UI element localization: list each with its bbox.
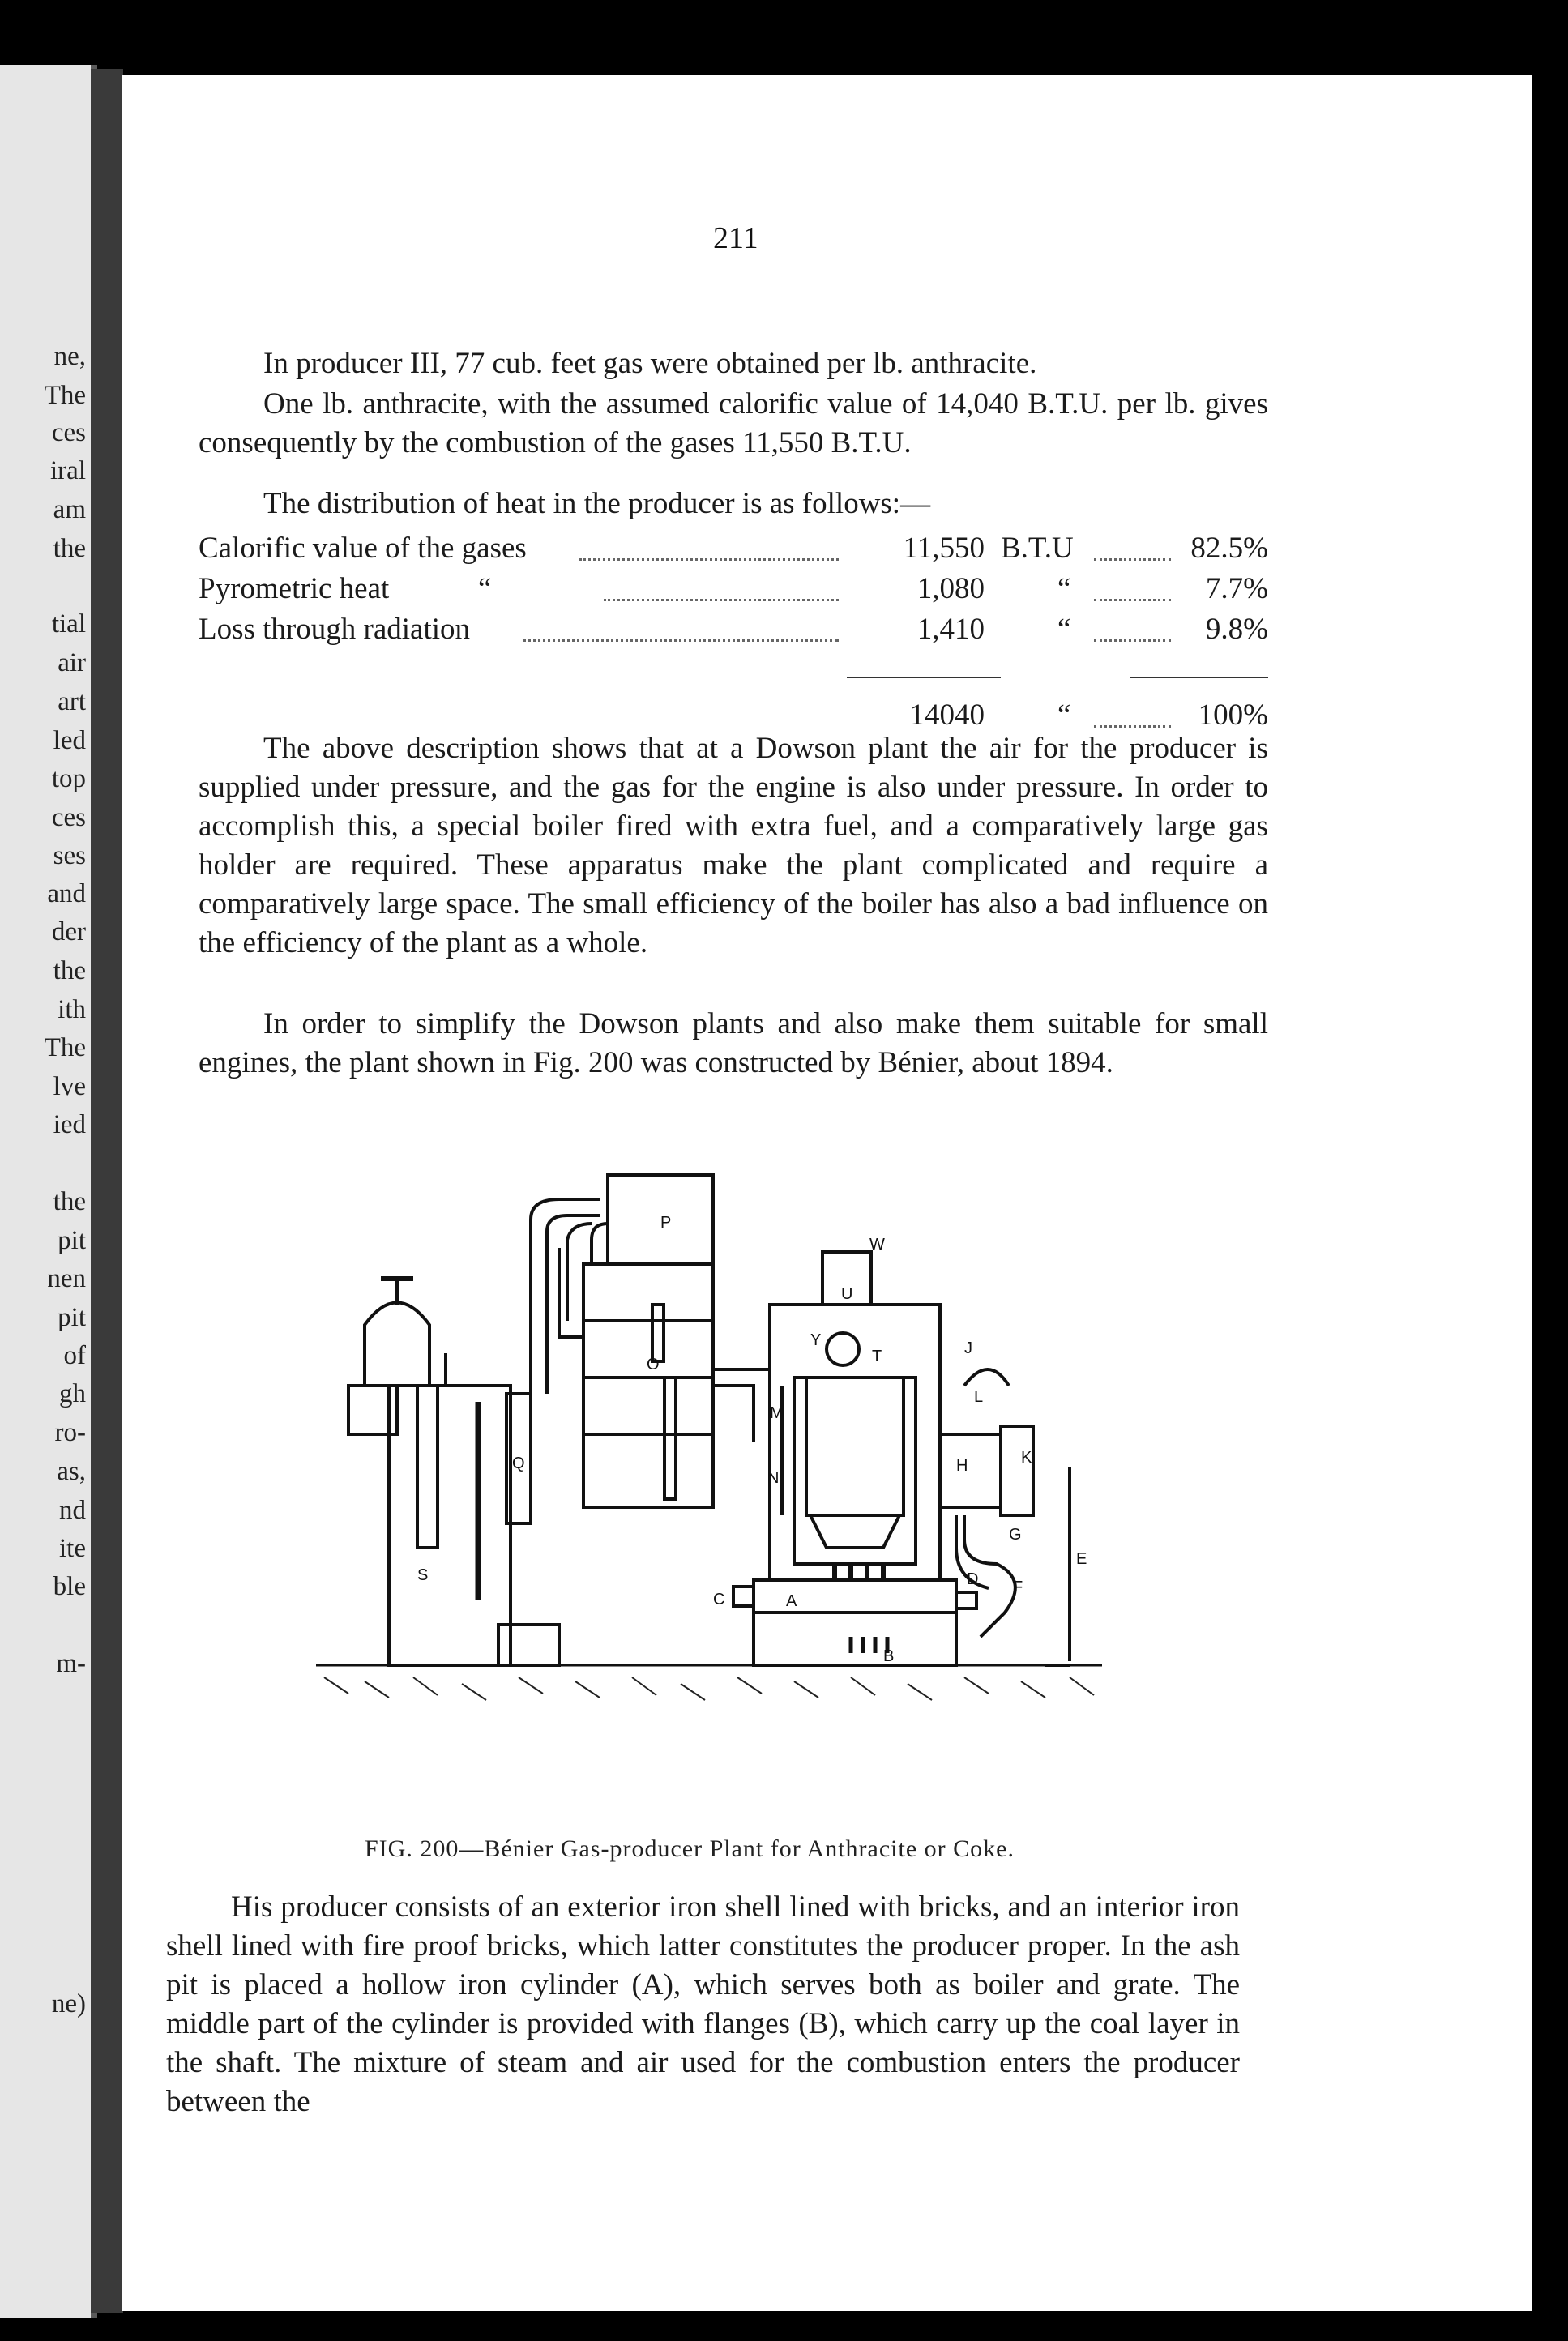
leader-dots xyxy=(579,558,839,561)
facing-page-fragment: der xyxy=(51,917,86,946)
book-binding xyxy=(91,69,123,2313)
facing-page-fragment: as, xyxy=(57,1457,86,1486)
facing-page-fragment: nd xyxy=(59,1496,86,1525)
paragraph-6: His producer consists of an exterior iron shell lined with bricks, and an interior iron shell lined with fire proof bricks, which latter constitutes the producer proper. In the ash pit is placed a hollow iron cylinder (A), which serves both as boiler and grate. The middle part of the cylinder is provided with flanges (B), which carry up the coal layer in the shaft. The mixture of steam and air used for the combustion enters the producer between the xyxy=(166,1890,1240,2118)
table-row xyxy=(199,612,1268,649)
label-k: K xyxy=(1021,1449,1032,1467)
label-o: O xyxy=(647,1356,660,1373)
total-unit: “ xyxy=(1057,698,1071,732)
leader-dots xyxy=(1094,599,1171,601)
facing-page-fragment: art xyxy=(58,687,86,716)
facing-page-fragment: tial xyxy=(51,609,86,639)
label-u: U xyxy=(841,1285,853,1303)
table-row xyxy=(199,531,1268,568)
total-rule xyxy=(847,677,1001,678)
gas-producer-drawing xyxy=(316,1159,1126,1775)
facing-page-fragment: ne) xyxy=(51,1989,86,2018)
paragraph-2: One lb. anthracite, with the assumed calorific value of 14,040 B.T.U. per lb. gives consequently by the combustion of the gases 11,550 B.T.U. xyxy=(199,387,1268,459)
leader-dots xyxy=(1094,558,1171,561)
table-row xyxy=(199,571,1268,609)
row-percent: 7.7% xyxy=(1205,572,1268,605)
label-w: W xyxy=(869,1236,885,1254)
label-s: S xyxy=(417,1566,429,1584)
label-q: Q xyxy=(512,1455,525,1472)
facing-page-fragment: the xyxy=(53,1187,86,1216)
label-c: C xyxy=(713,1591,725,1608)
label-h: H xyxy=(956,1457,968,1475)
label-n: N xyxy=(767,1469,780,1487)
facing-page-fragment: ied xyxy=(53,1110,86,1139)
paragraph-5: In order to simplify the Dowson plants and also make them suitable for small engines, the plant shown in Fig. 200 was constructed by Bénier, about 1894. xyxy=(199,1007,1268,1079)
facing-page-fragment: the xyxy=(53,956,86,985)
paragraph-1: In producer III, 77 cub. feet gas were obtained per lb. anthracite. xyxy=(263,347,1037,380)
row-label: Calorific value of the gases xyxy=(199,532,527,565)
facing-page-fragment: ble xyxy=(53,1572,86,1601)
facing-page-fragment: pit xyxy=(58,1226,86,1255)
figure-200-illustration xyxy=(316,1159,1126,1775)
label-b: B xyxy=(883,1647,895,1665)
ditto-mark: “ xyxy=(478,572,492,605)
facing-page-fragment: of xyxy=(63,1341,86,1370)
facing-page-fragment: top xyxy=(51,764,86,793)
label-j: J xyxy=(964,1339,972,1357)
row-unit: “ xyxy=(1057,572,1071,605)
facing-page-fragment: iral xyxy=(50,456,86,485)
facing-page-fragment: gh xyxy=(59,1379,86,1408)
facing-page-fragment: ro- xyxy=(54,1418,86,1447)
label-l: L xyxy=(974,1388,984,1406)
label-g: G xyxy=(1009,1526,1022,1544)
label-a: A xyxy=(786,1592,797,1610)
label-m: M xyxy=(770,1404,784,1422)
label-y: Y xyxy=(810,1331,822,1349)
facing-page-fragment: The xyxy=(44,381,86,410)
row-percent: 9.8% xyxy=(1205,613,1268,646)
facing-page-fragment: ith xyxy=(58,995,86,1024)
paragraph-4: The above description shows that at a Dowson plant the air for the producer is supplied under pressure, and the gas for the engine is also under pressure. In order to accomplish this, a special boiler fired with extra fuel, and a comparatively large gas holder are required. These apparatus make the plant complicated and require a comparatively large space. The small efficiency of the boiler has also a bad influence on the efficiency of the plant as a whole. xyxy=(199,732,1268,959)
row-value: 1,410 xyxy=(916,613,985,646)
leader-dots xyxy=(604,599,839,601)
leader-dots xyxy=(523,639,839,642)
page-number: 211 xyxy=(713,221,758,255)
facing-page-fragment: the xyxy=(53,534,86,563)
label-e: E xyxy=(1076,1550,1087,1568)
leader-dots xyxy=(1094,639,1171,642)
row-unit: “ xyxy=(1057,613,1071,646)
figure-caption: FIG. 200—Bénier Gas-producer Plant for Anthracite or Coke. xyxy=(365,1835,1015,1862)
facing-page-fragment: ne, xyxy=(53,342,86,371)
facing-page-fragment: ces xyxy=(51,418,86,447)
row-value: 1,080 xyxy=(916,572,985,605)
facing-page-fragment: am xyxy=(53,495,86,524)
total-rule xyxy=(1130,677,1268,678)
facing-page-fragment: and xyxy=(47,879,86,908)
facing-page-fragment: The xyxy=(44,1033,86,1062)
row-value: 11,550 xyxy=(903,532,985,565)
label-f: F xyxy=(1013,1578,1023,1596)
facing-page-fragment: m- xyxy=(56,1649,86,1678)
facing-page-fragment: air xyxy=(58,648,86,677)
facing-page-fragment: led xyxy=(53,726,86,755)
facing-page-fragment: lve xyxy=(53,1072,86,1101)
row-label: Loss through radiation xyxy=(199,613,471,646)
label-t: T xyxy=(872,1348,882,1365)
facing-page-fragment: nen xyxy=(47,1264,86,1293)
leader-dots xyxy=(1094,725,1171,728)
facing-page-fragment: ces xyxy=(51,803,86,832)
paragraph-3: The distribution of heat in the producer is as follows:— xyxy=(263,487,931,520)
label-d: D xyxy=(967,1570,979,1588)
row-unit: B.T.U xyxy=(1001,532,1074,565)
facing-page-fragment: ite xyxy=(59,1534,86,1563)
row-percent: 82.5% xyxy=(1190,532,1268,565)
facing-page-edge xyxy=(0,65,97,2318)
facing-page-fragment: pit xyxy=(58,1303,86,1332)
facing-page-fragment: ses xyxy=(53,841,86,870)
label-p: P xyxy=(660,1214,672,1232)
total-percent: 100% xyxy=(1198,698,1268,732)
total-value: 14040 xyxy=(909,698,985,732)
row-label: Pyrometric heat xyxy=(199,572,390,605)
